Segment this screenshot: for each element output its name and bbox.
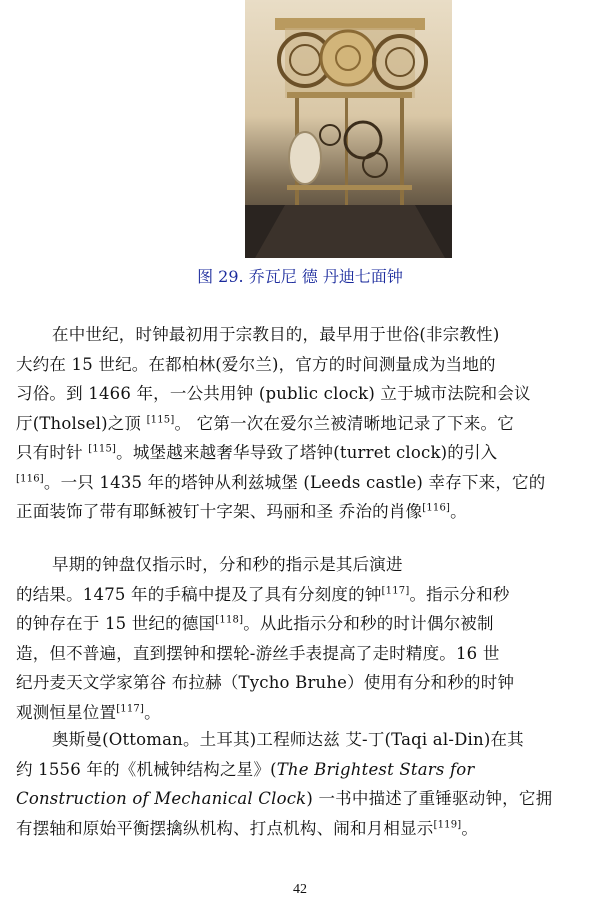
citation-ref: [118]	[215, 614, 244, 626]
text-span: 。从此指示分和秒的时计偶尔被制	[243, 614, 494, 633]
text-span: 的钟存在于 15 世纪的德国	[16, 614, 216, 633]
text-line	[16, 609, 584, 639]
book-title-en: The Brightest Stars for	[276, 759, 475, 779]
text-line: 早期的钟盘仅指示时，分和秒的指示是其后演进	[52, 555, 403, 574]
text-span: 。	[144, 702, 161, 722]
text-span: 的结果。1475 年的手稿中提及了具有分刻度的钟	[16, 584, 382, 604]
text-span: 。一只 1435 年的塔钟从利兹城堡 (Leeds castle) 幸存下来，它的	[43, 472, 546, 492]
text-span: 。 它第一次在爱尔兰被清晰地记录了下来。它	[174, 413, 514, 433]
text-line	[16, 438, 584, 468]
text-line: 奥斯曼(Ottoman。土耳其)工程师达兹 艾-丁(Taqi al-Din)在其	[52, 730, 524, 749]
text-span: 约 1556 年的《机械钟结构之星》(	[16, 759, 277, 779]
citation-ref: [116]	[422, 502, 451, 514]
book-title-en: Construction of Mechanical Clock	[16, 789, 307, 808]
citation-ref: [115]	[88, 443, 117, 455]
text-line	[16, 409, 584, 439]
text-span: 厅(Tholsel)之顶	[16, 413, 147, 433]
text-span: 。	[461, 818, 479, 838]
text-line	[16, 814, 584, 844]
text-line	[16, 497, 584, 527]
text-span: 只有时针	[16, 443, 89, 462]
astrarium-illustration	[245, 0, 452, 258]
text-line: 纪丹麦天文学家第谷 布拉赫（Tycho Bruhe）使用有分和秒的时钟	[16, 673, 515, 692]
paragraph-3	[16, 725, 584, 843]
text-line	[16, 698, 584, 728]
citation-ref: [117]	[116, 703, 145, 714]
citation-ref: [119]	[433, 819, 462, 830]
clock-photo	[245, 0, 452, 258]
citation-ref: [115]	[146, 414, 175, 425]
text-line	[16, 580, 584, 610]
text-span: 有摆轴和原始平衡摆擒纵机构、打点机构、闹和月相显示	[16, 818, 434, 838]
text-line: 大约在 15 世纪。在都柏林(爱尔兰)，官方的时间测量成为当地的	[16, 354, 496, 374]
text-line: 习俗。到 1466 年，一公共用钟 (public clock) 立于城市法院和会议	[16, 384, 531, 403]
text-span: 观测恒星位置	[16, 702, 117, 722]
text-line	[16, 784, 584, 814]
citation-ref: [116]	[16, 473, 44, 484]
text-span: 。城堡越来越奢华导致了塔钟(turret clock)的引入	[116, 443, 498, 462]
text-line	[16, 755, 584, 785]
text-line: 造，但不普遍，直到摆钟和摆轮-游丝手表提高了走时精度。16 世	[16, 643, 500, 663]
text-line: 在中世纪，时钟最初用于宗教目的，最早用于世俗(非宗教性)	[52, 325, 500, 344]
figure-caption: 图 29. 乔瓦尼 德 丹迪七面钟	[197, 267, 403, 286]
citation-ref: [117]	[381, 585, 410, 596]
text-span: 。指示分和秒	[409, 584, 510, 604]
paragraph-2	[16, 550, 584, 727]
text-line	[16, 468, 584, 498]
text-span: 。	[450, 502, 467, 521]
text-span: 正面装饰了带有耶稣被钉十字架、玛丽和圣 乔治的肖像	[16, 502, 423, 521]
text-span: ) 一书中描述了重锤驱动钟，它拥	[306, 789, 553, 808]
paragraph-1	[16, 320, 584, 527]
page-number: 42	[293, 882, 307, 897]
